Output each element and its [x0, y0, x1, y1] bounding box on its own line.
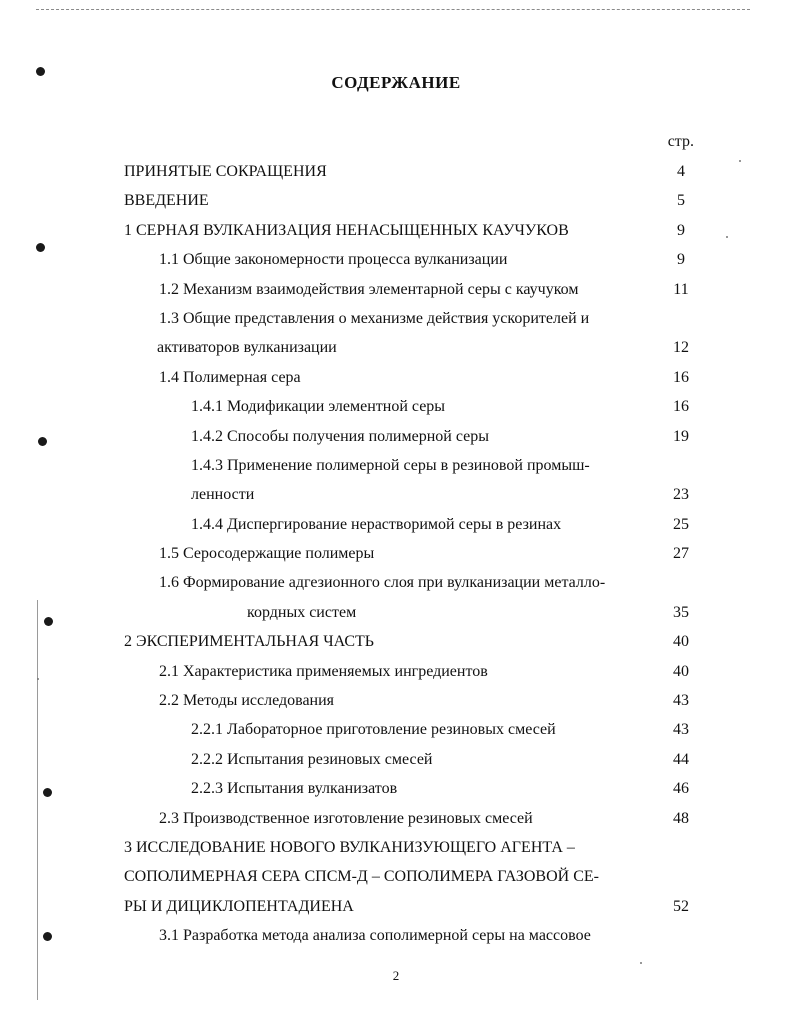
toc-entry-page: 5 [677, 192, 685, 210]
scan-top-border [36, 9, 750, 10]
toc-entry [0, 363, 792, 392]
toc-entry-title: СОПОЛИМЕРНАЯ СЕРА СПСМ-Д – СОПОЛИМЕРА ГАЗОВОЙ СЕ- [124, 868, 599, 886]
toc-entry [0, 157, 792, 186]
toc-entry-page: 27 [673, 545, 689, 563]
toc-entry [0, 451, 792, 480]
page-title: СОДЕРЖАНИЕ [331, 73, 461, 92]
toc-entry [0, 921, 792, 950]
toc-entry [0, 186, 792, 215]
toc-entry-title: ВВЕДЕНИЕ [124, 192, 209, 210]
toc-entry [0, 216, 792, 245]
toc-entry-title: 2.2 Методы исследования [159, 692, 335, 710]
toc-entry-page: 4 [677, 163, 685, 180]
toc-entry-title: ПРИНЯТЫЕ СОКРАЩЕНИЯ [124, 163, 327, 180]
toc-entry-page: 9 [677, 221, 685, 239]
toc-entry-title: 2.2.3 Испытания вулканизатов [191, 780, 398, 798]
toc-entry [0, 892, 792, 921]
toc-entry [0, 627, 792, 656]
toc-entry-title: 1.2 Механизм взаимодействия элементарной серы с каучуком [159, 280, 579, 298]
toc-entry-title: 1.4.2 Способы получения полимерной серы [191, 427, 489, 445]
toc-entry [0, 715, 792, 744]
toc-entry-title: 1.3 Общие представления о механизме действия ускорителей и [159, 309, 590, 327]
toc-entry-page: 43 [673, 721, 689, 739]
toc-entry [0, 774, 792, 803]
toc-entry [0, 480, 792, 509]
toc-entry [0, 745, 792, 774]
toc-entry [0, 392, 792, 421]
toc-entry [0, 422, 792, 451]
toc-entry-page: 23 [673, 486, 689, 504]
toc-entry-page: 16 [673, 368, 689, 386]
toc-entry-title: 1.5 Серосодержащие полимеры [159, 545, 375, 563]
page-number: 2 [392, 968, 400, 983]
toc-entry-title: ленности [191, 486, 255, 504]
toc-entry-page: 11 [673, 280, 689, 298]
toc-entry-title: РЫ И ДИЦИКЛОПЕНТАДИЕНА [124, 897, 354, 915]
toc-entry-page: 43 [673, 692, 689, 710]
toc-entry [0, 657, 792, 686]
toc-entry [0, 686, 792, 715]
scan-speck [640, 962, 642, 964]
toc-entry-title: активаторов вулканизации [157, 339, 337, 357]
toc-entry [0, 862, 792, 891]
toc-entry-page: 46 [673, 780, 689, 798]
toc-entry-page: 19 [673, 427, 689, 445]
toc-entry [0, 245, 792, 274]
toc-entry-title: 2.3 Производственное изготовление резиновых смесей [159, 809, 533, 827]
toc-entry-title: 1.4.1 Модификации элементной серы [191, 398, 446, 416]
toc-entry-title: 3.1 Разработка метода анализа сополимерной серы на массовое [159, 927, 591, 945]
toc-entry-title: кордных систем [247, 603, 357, 621]
toc-entry-page: 40 [673, 662, 689, 680]
toc-entry-title: 2 ЭКСПЕРИМЕНТАЛЬНАЯ ЧАСТЬ [124, 633, 374, 651]
toc-entry [0, 510, 792, 539]
toc-entry-title: 1 СЕРНАЯ ВУЛКАНИЗАЦИЯ НЕНАСЫЩЕННЫХ КАУЧУКОВ [124, 221, 569, 239]
table-of-contents [0, 157, 792, 951]
toc-entry-page: 40 [673, 633, 689, 651]
toc-entry-page: 25 [673, 515, 689, 533]
toc-entry-title: 1.4.4 Диспергирование нерастворимой серы в резинах [191, 515, 562, 533]
toc-entry-page: 44 [673, 750, 689, 768]
toc-entry-page: 16 [673, 398, 689, 416]
toc-entry [0, 568, 792, 597]
toc-entry-title: 2.2.2 Испытания резиновых смесей [191, 750, 433, 768]
toc-entry-title: 2.1 Характеристика применяемых ингредиентов [159, 662, 488, 680]
toc-entry-page: 35 [673, 603, 689, 621]
toc-entry-title: 1.4.3 Применение полимерной серы в резиновой промыш- [191, 456, 590, 474]
toc-entry-page: 52 [673, 897, 689, 915]
toc-entry-title: 1.4 Полимерная сера [159, 368, 301, 386]
page-column-label: стр. [667, 133, 694, 150]
toc-entry-title: 3 ИССЛЕДОВАНИЕ НОВОГО ВУЛКАНИЗУЮЩЕГО АГЕНТА – [124, 838, 575, 856]
toc-entry [0, 833, 792, 862]
toc-entry [0, 304, 792, 333]
toc-entry-page: 9 [677, 251, 685, 269]
toc-entry-page: 12 [673, 339, 689, 357]
toc-entry [0, 333, 792, 362]
toc-entry-page: 48 [673, 809, 689, 827]
toc-entry-title: 1.6 Формирование адгезионного слоя при вулканизации металло- [159, 574, 606, 592]
toc-entry-title: 1.1 Общие закономерности процесса вулканизации [159, 251, 508, 269]
toc-entry [0, 598, 792, 627]
toc-entry [0, 804, 792, 833]
toc-entry [0, 539, 792, 568]
toc-entry [0, 275, 792, 304]
toc-entry-title: 2.2.1 Лабораторное приготовление резиновых смесей [191, 721, 556, 739]
